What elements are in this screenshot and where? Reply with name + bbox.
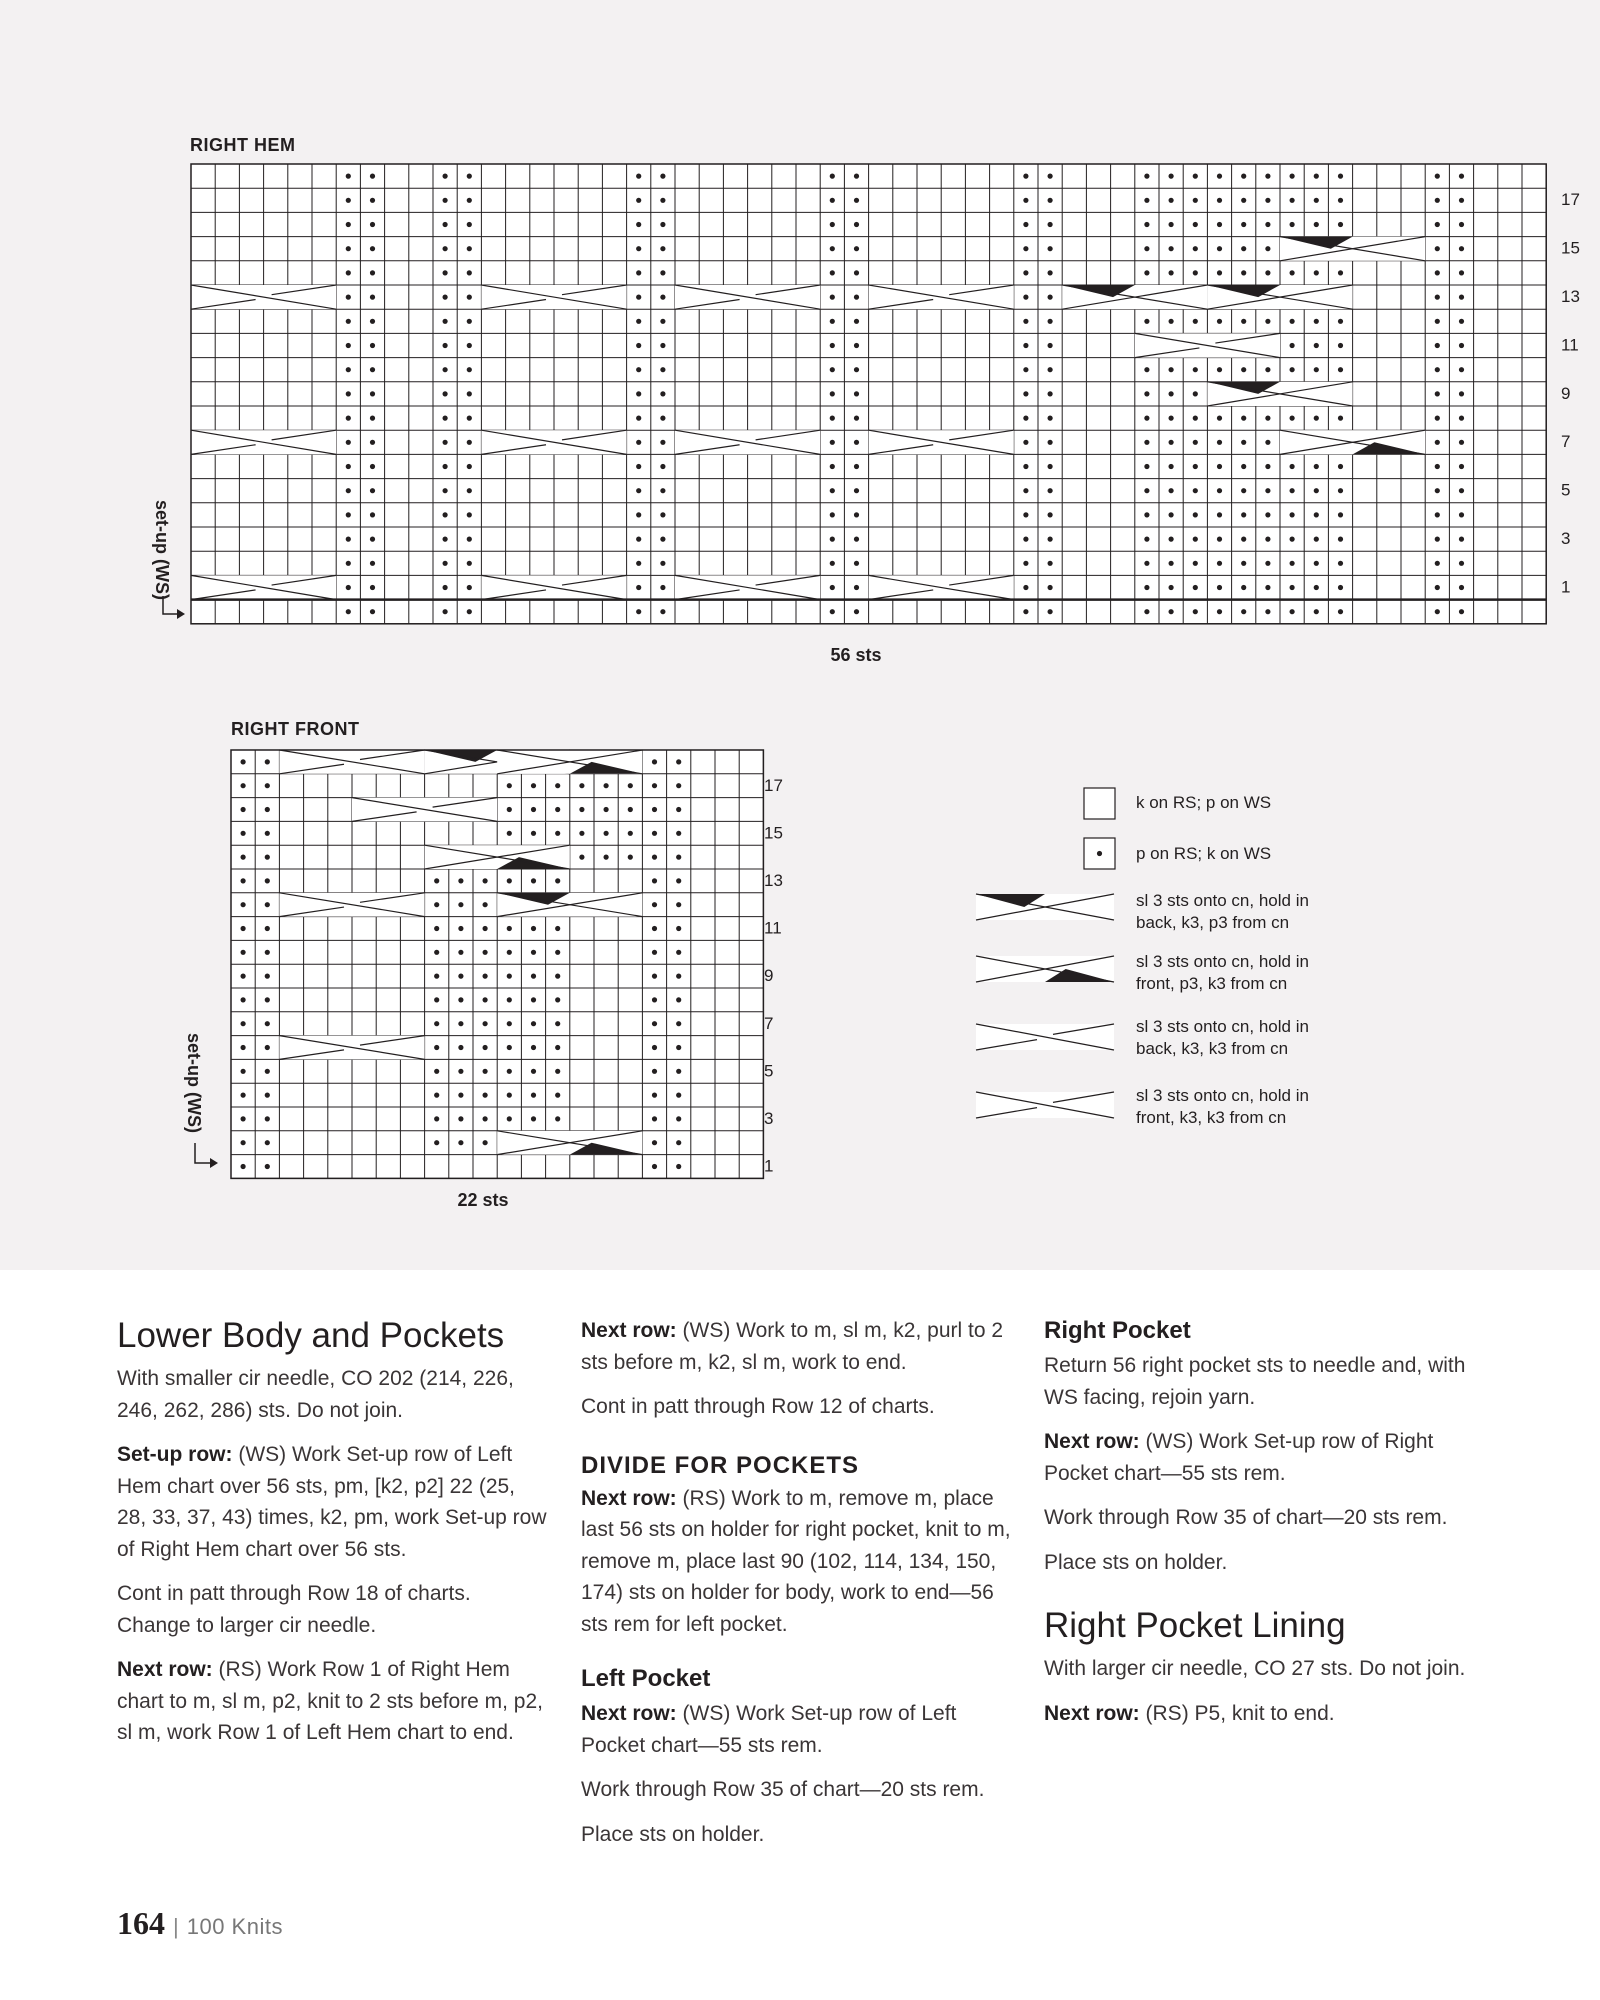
left-pocket-heading: Left Pocket — [581, 1665, 711, 1693]
right-hem-setup-label: set-up (WS) — [152, 500, 172, 600]
next-row-ws-label: Next row: — [581, 1319, 677, 1342]
right-pocket-next-row-text: (WS) Work Set-up row of Right Pocket chart—55 sts rem. — [1044, 1430, 1434, 1485]
right-hem-stitch-count: 56 sts — [830, 645, 882, 665]
right-hem-arrowhead-icon — [177, 609, 185, 619]
right-hem-chart-grid — [191, 164, 1546, 624]
right-pocket-next-row-label: Next row: — [1044, 1430, 1140, 1454]
lining-next-row-label: Next row: — [1044, 1701, 1140, 1725]
right-pocket-next-row-para — [1044, 1426, 1484, 1489]
legend-cable-front-purl-line1: sl 3 sts onto cn, hold in — [1136, 952, 1309, 971]
row-number-label: 15 — [764, 823, 783, 843]
page-footer — [117, 1905, 283, 1942]
column-right-pocket — [1044, 1315, 1484, 1742]
purl-dot-icon — [1097, 851, 1102, 856]
legend-purl-text: p on RS; k on WS — [1136, 844, 1272, 863]
next-row-rs-para — [117, 1654, 547, 1749]
row-number-label: 11 — [1561, 335, 1579, 355]
page-number: 164 — [117, 1905, 165, 1941]
right-front-stitch-count: 22 sts — [457, 1190, 509, 1210]
row-number-label: 13 — [764, 871, 783, 890]
right-hem-title: RIGHT HEM — [190, 135, 296, 155]
setup-row-para — [117, 1439, 547, 1565]
cont-row12-para: Cont in patt through Row 12 of charts. — [581, 1395, 935, 1418]
lower-body-cast-on-para: With smaller cir needle, CO 202 (214, 226, 246, 262, 286) sts. Do not join. — [117, 1367, 514, 1422]
row-number-label: 13 — [1561, 287, 1580, 306]
knit-symbol-icon — [1084, 788, 1115, 819]
next-row-ws-para — [581, 1315, 1011, 1378]
lining-next-row-text: (RS) P5, knit to end. — [1139, 1701, 1335, 1725]
right-pocket-holder-para: Place sts on holder. — [1044, 1550, 1228, 1574]
legend-cable-back-purl-line1: sl 3 sts onto cn, hold in — [1136, 891, 1309, 910]
left-pocket-holder-para: Place sts on holder. — [581, 1822, 765, 1846]
row-number-label: 17 — [764, 775, 783, 795]
divide-next-row-label: Next row: — [581, 1486, 677, 1510]
legend-cable-back-knit-line1: sl 3 sts onto cn, hold in — [1136, 1017, 1309, 1036]
footer-separator: | — [173, 1914, 179, 1939]
book-title: 100 Knits — [186, 1914, 283, 1939]
row-number-label: 3 — [764, 1109, 774, 1128]
right-front-setup-label: set-up (WS) — [184, 1033, 204, 1133]
row-number-label: 5 — [764, 1061, 774, 1081]
right-front-row-numbers — [764, 776, 783, 1176]
lining-next-row-para — [1044, 1698, 1484, 1730]
lining-cast-on-para: With larger cir needle, CO 27 sts. Do not join. — [1044, 1657, 1466, 1681]
row-number-label: 1 — [1561, 577, 1571, 597]
next-row-rs-text: (RS) Work Row 1 of Right Hem chart to m, sl m, p2, knit to 2 sts before m, p2, sl m, work Row 1 of Left Hem chart to end. — [117, 1658, 543, 1744]
right-front-chart-grid — [231, 750, 763, 1178]
right-pocket-return-para: Return 56 right pocket sts to needle and, with WS facing, rejoin yarn. — [1044, 1354, 1466, 1409]
cont-row18-para: Cont in patt through Row 18 of charts. Change to larger cir needle. — [117, 1582, 471, 1637]
right-pocket-lining-heading: Right Pocket Lining — [1044, 1606, 1346, 1646]
divide-next-row-text: (RS) Work to m, remove m, place last 56 sts on holder for right pocket, knit to m, remove m, place last 90 (102, 114, 134, 150, 174) sts on holder for body, work to end—56 sts rem for left pocket. — [581, 1486, 1011, 1636]
legend-knit-text: k on RS; p on WS — [1136, 793, 1272, 812]
row-number-label: 15 — [1561, 238, 1580, 258]
right-pocket-heading: Right Pocket — [1044, 1317, 1191, 1344]
row-number-label: 9 — [764, 966, 774, 986]
row-number-label: 7 — [764, 1013, 774, 1033]
right-front-title: RIGHT FRONT — [231, 719, 360, 739]
divide-pockets-heading: DIVIDE FOR POCKETS — [581, 1451, 860, 1479]
legend-cable-front-knit-line2: front, k3, k3 from cn — [1136, 1108, 1287, 1127]
row-number-label: 9 — [1561, 383, 1571, 403]
column-lower-body — [117, 1315, 547, 1762]
row-number-label: 17 — [1561, 190, 1580, 210]
divide-next-row-para — [581, 1483, 1011, 1641]
legend-cable-front-knit-line1: sl 3 sts onto cn, hold in — [1136, 1086, 1309, 1105]
left-pocket-next-row-text: (WS) Work Set-up row of Left Pocket chart—55 sts rem. — [581, 1702, 957, 1757]
left-pocket-work-row35-para: Work through Row 35 of chart—20 sts rem. — [581, 1778, 985, 1802]
chart-legend — [976, 788, 1309, 1127]
right-front-arrowhead-icon — [210, 1158, 218, 1168]
next-row-ws-text: (WS) Work to m, sl m, k2, purl to 2 sts before m, k2, sl m, work to end. — [581, 1319, 1004, 1374]
right-hem-row-numbers — [1561, 190, 1580, 596]
setup-row-label: Set-up row: — [117, 1443, 233, 1466]
row-number-label: 1 — [764, 1156, 774, 1176]
column-divide-pockets — [581, 1315, 1011, 1863]
row-number-label: 3 — [1561, 529, 1571, 548]
right-pocket-work-row35-para: Work through Row 35 of chart—20 sts rem. — [1044, 1506, 1448, 1530]
left-pocket-next-row-para — [581, 1698, 1011, 1761]
lower-body-heading: Lower Body and Pockets — [117, 1316, 505, 1355]
legend-cable-back-purl-line2: back, k3, p3 from cn — [1136, 913, 1290, 932]
legend-cable-front-purl-line2: front, p3, k3 from cn — [1136, 974, 1288, 993]
row-number-label: 5 — [1561, 480, 1571, 500]
legend-cable-back-knit-line2: back, k3, k3 from cn — [1136, 1039, 1289, 1058]
next-row-rs-label: Next row: — [117, 1658, 213, 1681]
left-pocket-next-row-label: Next row: — [581, 1702, 677, 1726]
setup-row-text: (WS) Work Set-up row of Left Hem chart over 56 sts, pm, [k2, p2] 22 (25, 28, 33, 37, 43) times, k2, pm, work Set-up row of Right Hem chart over 56 sts. — [117, 1443, 547, 1561]
row-number-label: 7 — [1561, 432, 1571, 452]
row-number-label: 11 — [764, 918, 782, 938]
